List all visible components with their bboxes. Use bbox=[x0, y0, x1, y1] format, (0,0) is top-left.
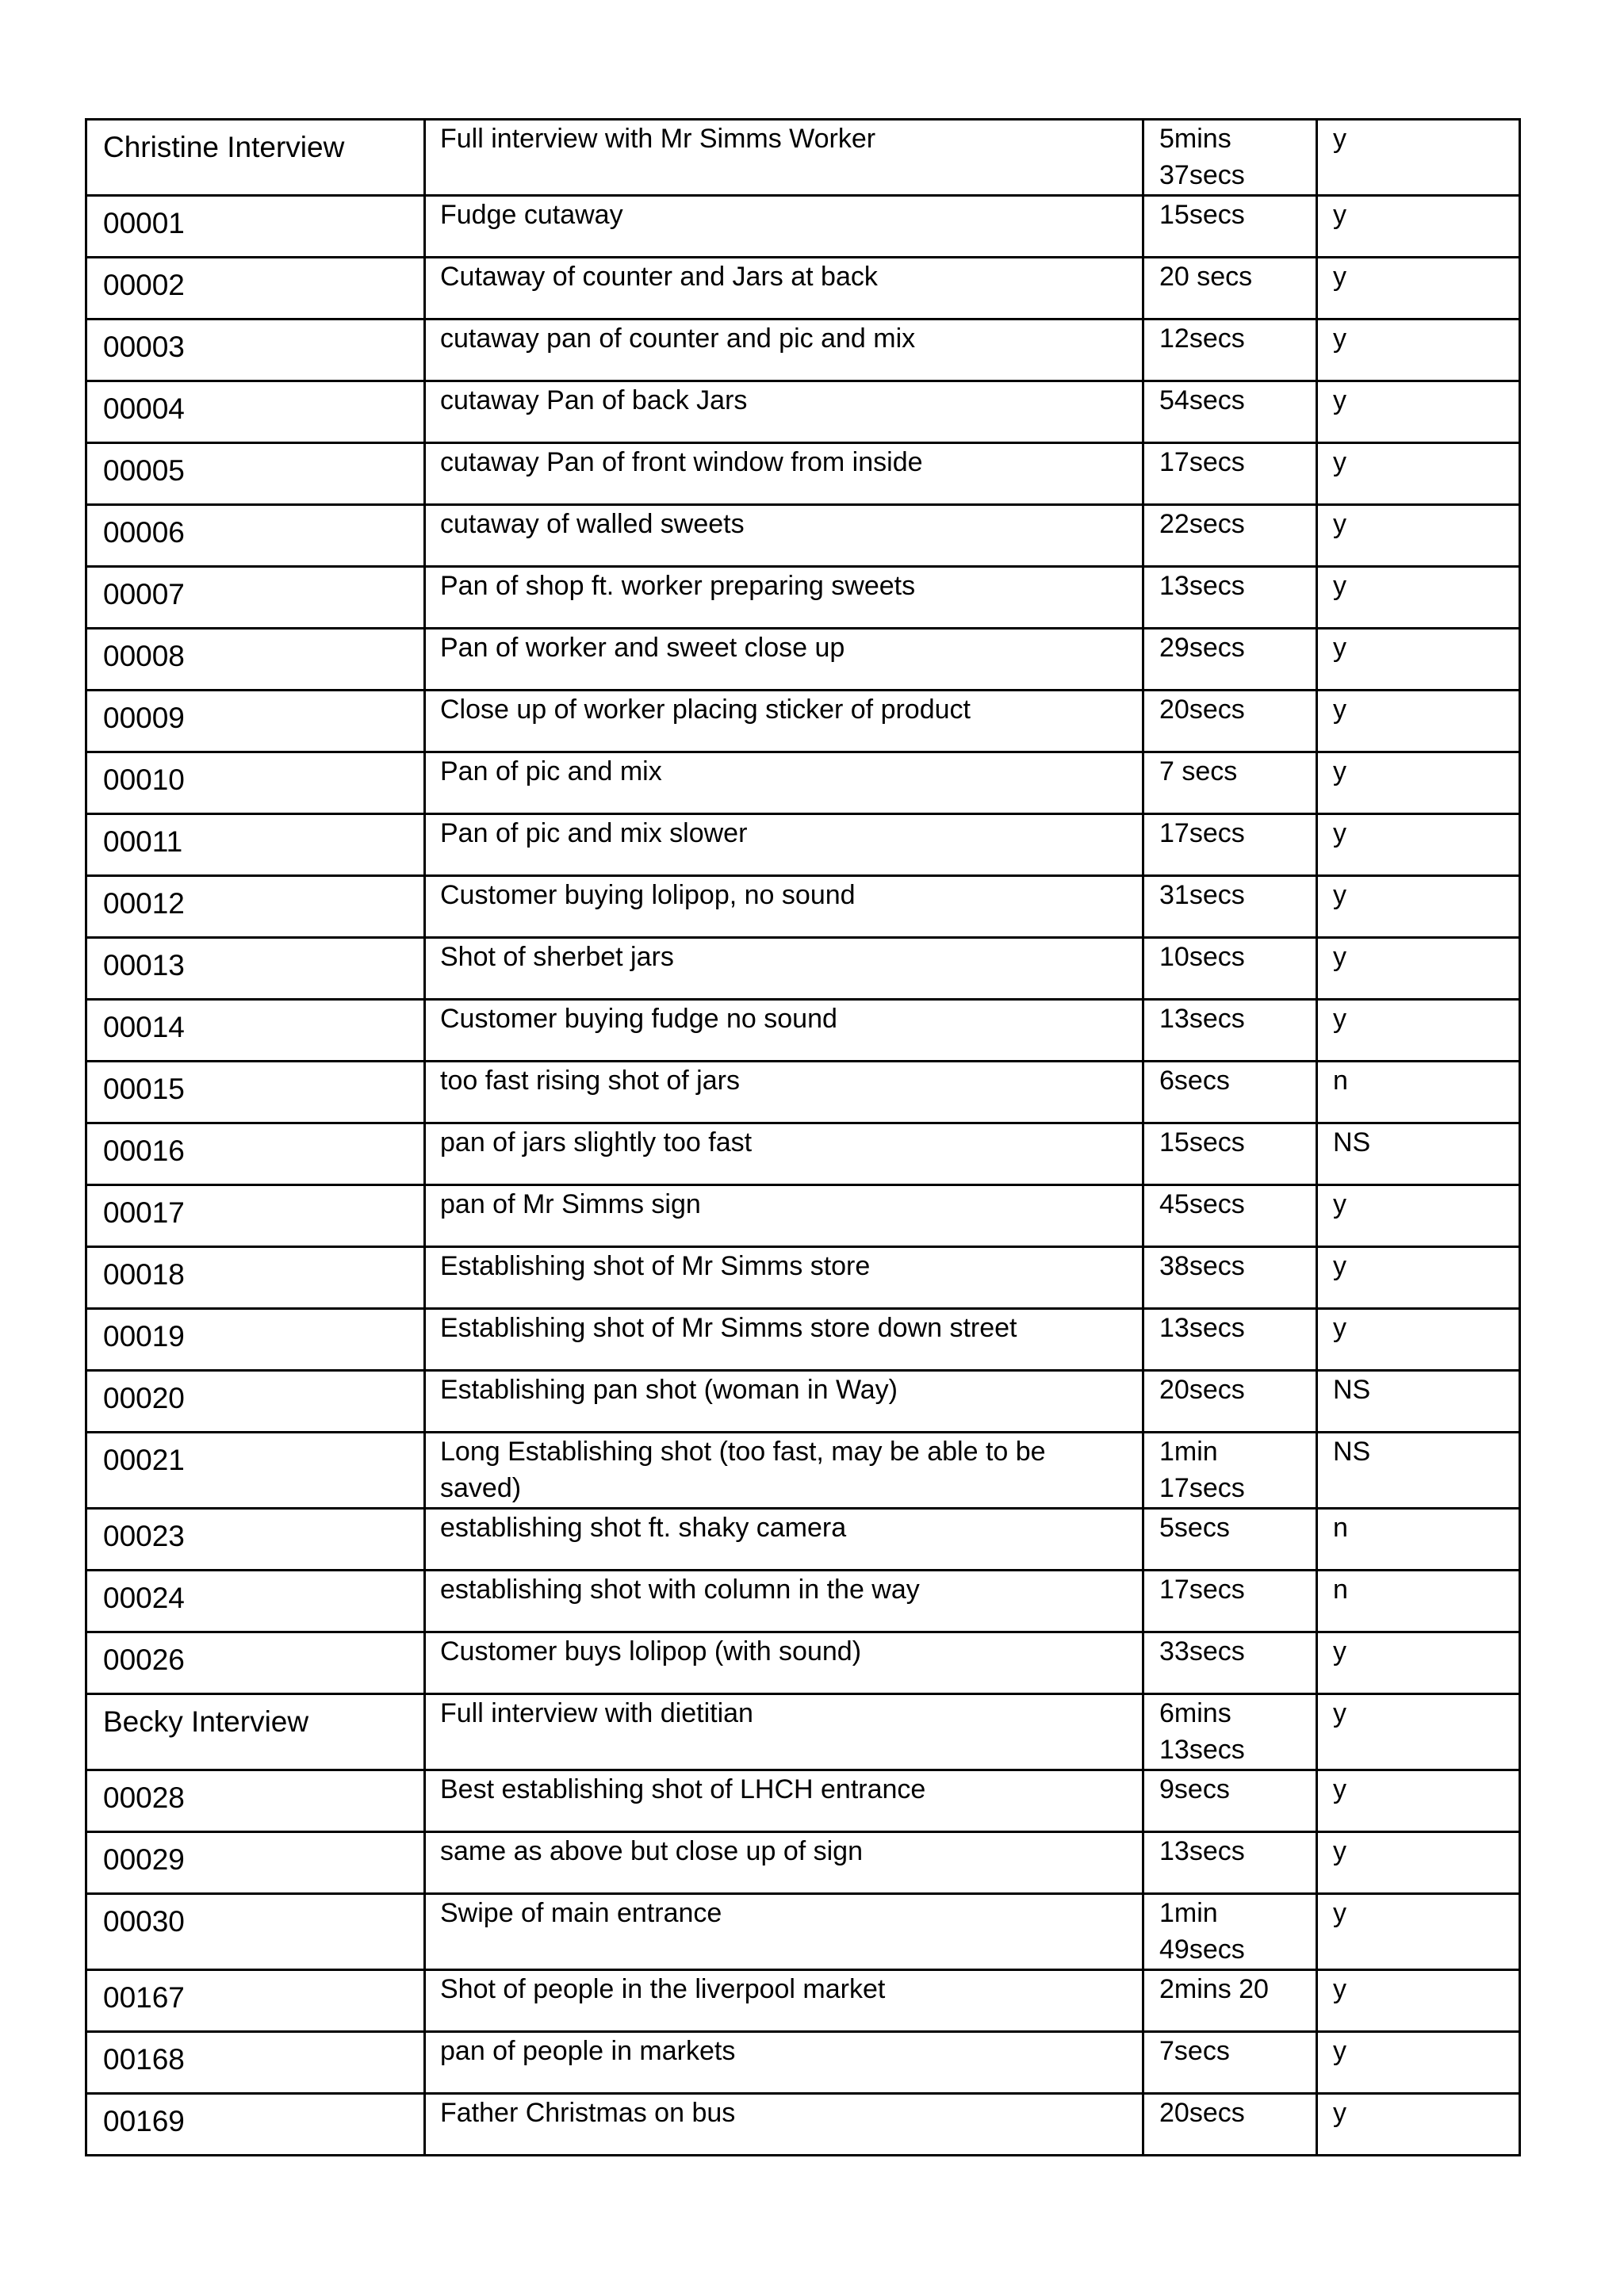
description-cell bbox=[425, 1509, 1143, 1571]
description-cell-text: Father Christmas on bus bbox=[440, 2098, 736, 2128]
clip-id-cell bbox=[86, 2094, 425, 2156]
duration-cell-text: 6mins 13secs bbox=[1159, 1698, 1245, 1765]
duration-cell bbox=[1143, 629, 1317, 691]
clip-id-cell bbox=[86, 1123, 425, 1185]
table-row bbox=[86, 938, 1520, 1000]
usable-cell bbox=[1317, 2094, 1520, 2156]
table-row bbox=[86, 1371, 1520, 1433]
clip-id-cell bbox=[86, 443, 425, 505]
usable-cell-text: y bbox=[1333, 1898, 1346, 1928]
duration-cell bbox=[1143, 505, 1317, 567]
description-cell bbox=[425, 567, 1143, 629]
clip-id-cell-text: 00010 bbox=[103, 763, 185, 796]
description-cell-text: Full interview with dietitian bbox=[440, 1698, 753, 1728]
usable-cell-text: y bbox=[1333, 1774, 1346, 1804]
description-cell bbox=[425, 381, 1143, 443]
description-cell-text: pan of people in markets bbox=[440, 2036, 736, 2066]
duration-cell bbox=[1143, 1694, 1317, 1770]
duration-cell bbox=[1143, 567, 1317, 629]
usable-cell-text: y bbox=[1333, 1004, 1346, 1034]
usable-cell bbox=[1317, 1894, 1520, 1970]
clip-id-cell bbox=[86, 752, 425, 814]
duration-cell bbox=[1143, 1123, 1317, 1185]
description-cell bbox=[425, 1433, 1143, 1509]
table-row bbox=[86, 1509, 1520, 1571]
description-cell bbox=[425, 1571, 1143, 1632]
table-row bbox=[86, 1000, 1520, 1062]
description-cell-text: Shot of people in the liverpool market bbox=[440, 1974, 886, 2004]
clip-id-cell bbox=[86, 2032, 425, 2094]
usable-cell-text: y bbox=[1333, 756, 1346, 786]
duration-cell bbox=[1143, 196, 1317, 258]
clip-id-cell-text: 00023 bbox=[103, 1520, 185, 1552]
duration-cell-text: 10secs bbox=[1159, 942, 1245, 972]
clip-id-cell-text: 00167 bbox=[103, 1981, 185, 2014]
usable-cell bbox=[1317, 1062, 1520, 1123]
duration-cell-text: 20secs bbox=[1159, 2098, 1245, 2128]
clip-id-cell bbox=[86, 1894, 425, 1970]
description-cell-text: establishing shot with column in the way bbox=[440, 1575, 920, 1605]
usable-cell bbox=[1317, 1832, 1520, 1894]
clip-id-cell bbox=[86, 1832, 425, 1894]
table-row bbox=[86, 2094, 1520, 2156]
description-cell bbox=[425, 505, 1143, 567]
duration-cell bbox=[1143, 752, 1317, 814]
table-row bbox=[86, 258, 1520, 320]
usable-cell bbox=[1317, 1433, 1520, 1509]
clip-id-cell bbox=[86, 814, 425, 876]
usable-cell bbox=[1317, 443, 1520, 505]
clip-id-cell bbox=[86, 1970, 425, 2032]
table-row bbox=[86, 1062, 1520, 1123]
description-cell bbox=[425, 1970, 1143, 2032]
usable-cell bbox=[1317, 1309, 1520, 1371]
table-row bbox=[86, 691, 1520, 752]
clip-id-cell bbox=[86, 1694, 425, 1770]
clip-id-cell-text: 00030 bbox=[103, 1905, 185, 1938]
table-row bbox=[86, 505, 1520, 567]
description-cell-text: Pan of shop ft. worker preparing sweets bbox=[440, 571, 916, 601]
clip-id-cell-text: 00007 bbox=[103, 578, 185, 610]
table-row bbox=[86, 320, 1520, 381]
duration-cell bbox=[1143, 1970, 1317, 2032]
duration-cell-text: 7secs bbox=[1159, 2036, 1230, 2066]
duration-cell-text: 15secs bbox=[1159, 200, 1245, 230]
description-cell-text: establishing shot ft. shaky camera bbox=[440, 1513, 847, 1543]
duration-cell bbox=[1143, 2032, 1317, 2094]
description-cell bbox=[425, 1371, 1143, 1433]
usable-cell-text: y bbox=[1333, 1313, 1346, 1343]
duration-cell bbox=[1143, 876, 1317, 938]
clip-id-cell bbox=[86, 1571, 425, 1632]
clip-id-cell-text: 00014 bbox=[103, 1011, 185, 1043]
description-cell bbox=[425, 752, 1143, 814]
clip-id-cell-text: 00005 bbox=[103, 454, 185, 487]
usable-cell bbox=[1317, 120, 1520, 196]
duration-cell-text: 7 secs bbox=[1159, 756, 1238, 786]
description-cell-text: Pan of pic and mix bbox=[440, 756, 662, 786]
usable-cell-text: n bbox=[1333, 1513, 1348, 1543]
table-row bbox=[86, 752, 1520, 814]
duration-cell bbox=[1143, 381, 1317, 443]
usable-cell bbox=[1317, 1509, 1520, 1571]
description-cell bbox=[425, 1185, 1143, 1247]
table-row bbox=[86, 2032, 1520, 2094]
table-row bbox=[86, 814, 1520, 876]
description-cell bbox=[425, 1832, 1143, 1894]
table-row bbox=[86, 1770, 1520, 1832]
clip-id-cell-text: 00020 bbox=[103, 1382, 185, 1414]
usable-cell-text: y bbox=[1333, 447, 1346, 477]
clip-id-cell-text: 00001 bbox=[103, 207, 185, 239]
table-row bbox=[86, 567, 1520, 629]
description-cell-text: Shot of sherbet jars bbox=[440, 942, 674, 972]
table-row bbox=[86, 1571, 1520, 1632]
description-cell-text: Customer buying fudge no sound bbox=[440, 1004, 837, 1034]
description-cell-text: cutaway Pan of back Jars bbox=[440, 385, 748, 415]
clip-id-cell-text: 00029 bbox=[103, 1843, 185, 1876]
usable-cell-text: y bbox=[1333, 1698, 1346, 1728]
duration-cell-text: 1min 17secs bbox=[1159, 1437, 1245, 1503]
description-cell-text: Full interview with Mr Simms Worker bbox=[440, 124, 876, 154]
usable-cell-text: NS bbox=[1333, 1375, 1371, 1405]
clip-id-cell-text: 00006 bbox=[103, 516, 185, 549]
duration-cell bbox=[1143, 1371, 1317, 1433]
usable-cell-text: NS bbox=[1333, 1437, 1371, 1467]
description-cell-text: Close up of worker placing sticker of product bbox=[440, 695, 971, 725]
description-cell bbox=[425, 120, 1143, 196]
usable-cell bbox=[1317, 1694, 1520, 1770]
clip-id-cell-text: 00012 bbox=[103, 887, 185, 920]
description-cell-text: pan of Mr Simms sign bbox=[440, 1189, 701, 1219]
clip-id-cell bbox=[86, 1433, 425, 1509]
usable-cell-text: y bbox=[1333, 124, 1346, 154]
duration-cell bbox=[1143, 814, 1317, 876]
table-row bbox=[86, 1123, 1520, 1185]
clip-id-cell bbox=[86, 320, 425, 381]
description-cell bbox=[425, 1123, 1143, 1185]
clip-id-cell bbox=[86, 1632, 425, 1694]
duration-cell-text: 20 secs bbox=[1159, 262, 1253, 292]
duration-cell-text: 12secs bbox=[1159, 323, 1245, 354]
clip-id-cell bbox=[86, 258, 425, 320]
description-cell-text: Customer buying lolipop, no sound bbox=[440, 880, 856, 910]
description-cell-text: Establishing pan shot (woman in Way) bbox=[440, 1375, 898, 1405]
table-row bbox=[86, 1247, 1520, 1309]
description-cell-text: too fast rising shot of jars bbox=[440, 1066, 740, 1096]
description-cell bbox=[425, 443, 1143, 505]
clip-id-cell bbox=[86, 938, 425, 1000]
clip-id-cell bbox=[86, 1247, 425, 1309]
clip-id-cell bbox=[86, 505, 425, 567]
duration-cell bbox=[1143, 1632, 1317, 1694]
duration-cell-text: 54secs bbox=[1159, 385, 1245, 415]
duration-cell bbox=[1143, 320, 1317, 381]
clip-id-cell bbox=[86, 567, 425, 629]
table-row bbox=[86, 120, 1520, 196]
description-cell bbox=[425, 1309, 1143, 1371]
clip-id-cell-text: 00004 bbox=[103, 392, 185, 425]
usable-cell bbox=[1317, 196, 1520, 258]
duration-cell-text: 31secs bbox=[1159, 880, 1245, 910]
duration-cell bbox=[1143, 1832, 1317, 1894]
clip-id-cell-text: 00168 bbox=[103, 2043, 185, 2076]
duration-cell-text: 20secs bbox=[1159, 1375, 1245, 1405]
usable-cell-text: y bbox=[1333, 880, 1346, 910]
duration-cell-text: 38secs bbox=[1159, 1251, 1245, 1281]
duration-cell bbox=[1143, 2094, 1317, 2156]
table-row bbox=[86, 1832, 1520, 1894]
clip-id-cell-text: 00028 bbox=[103, 1781, 185, 1814]
usable-cell-text: y bbox=[1333, 1836, 1346, 1866]
description-cell-text: Cutaway of counter and Jars at back bbox=[440, 262, 878, 292]
description-cell bbox=[425, 1894, 1143, 1970]
usable-cell-text: y bbox=[1333, 2036, 1346, 2066]
duration-cell bbox=[1143, 1185, 1317, 1247]
footage-log-table bbox=[85, 118, 1521, 2156]
usable-cell bbox=[1317, 629, 1520, 691]
clip-id-cell-text: 00011 bbox=[103, 825, 183, 858]
clip-id-cell-text: 00015 bbox=[103, 1073, 185, 1105]
usable-cell-text: y bbox=[1333, 200, 1346, 230]
usable-cell-text: y bbox=[1333, 385, 1346, 415]
description-cell-text: cutaway pan of counter and pic and mix bbox=[440, 323, 916, 354]
usable-cell bbox=[1317, 1371, 1520, 1433]
footage-log-body bbox=[86, 120, 1520, 2156]
description-cell bbox=[425, 876, 1143, 938]
duration-cell bbox=[1143, 258, 1317, 320]
description-cell bbox=[425, 1632, 1143, 1694]
clip-id-cell bbox=[86, 381, 425, 443]
description-cell bbox=[425, 1770, 1143, 1832]
duration-cell-text: 2mins 20 bbox=[1159, 1974, 1269, 2004]
table-row bbox=[86, 1309, 1520, 1371]
usable-cell-text: NS bbox=[1333, 1127, 1371, 1158]
usable-cell bbox=[1317, 938, 1520, 1000]
clip-id-cell-text: 00013 bbox=[103, 949, 185, 982]
description-cell bbox=[425, 258, 1143, 320]
duration-cell-text: 13secs bbox=[1159, 1004, 1245, 1034]
duration-cell-text: 17secs bbox=[1159, 818, 1245, 848]
clip-id-cell-text: 00003 bbox=[103, 331, 185, 363]
description-cell-text: Best establishing shot of LHCH entrance bbox=[440, 1774, 926, 1804]
usable-cell-text: y bbox=[1333, 1974, 1346, 2004]
table-row bbox=[86, 443, 1520, 505]
usable-cell bbox=[1317, 567, 1520, 629]
clip-id-cell bbox=[86, 1770, 425, 1832]
table-row bbox=[86, 1694, 1520, 1770]
clip-id-cell bbox=[86, 691, 425, 752]
description-cell bbox=[425, 2032, 1143, 2094]
duration-cell bbox=[1143, 1000, 1317, 1062]
clip-id-cell bbox=[86, 876, 425, 938]
clip-id-cell bbox=[86, 120, 425, 196]
clip-id-cell-text: 00017 bbox=[103, 1196, 185, 1229]
table-row bbox=[86, 1894, 1520, 1970]
clip-id-cell bbox=[86, 1309, 425, 1371]
duration-cell-text: 17secs bbox=[1159, 447, 1245, 477]
duration-cell-text: 1min 49secs bbox=[1159, 1898, 1245, 1965]
description-cell-text: Pan of worker and sweet close up bbox=[440, 633, 845, 663]
usable-cell bbox=[1317, 320, 1520, 381]
usable-cell-text: n bbox=[1333, 1575, 1348, 1605]
description-cell bbox=[425, 320, 1143, 381]
duration-cell bbox=[1143, 1571, 1317, 1632]
usable-cell bbox=[1317, 1770, 1520, 1832]
usable-cell-text: y bbox=[1333, 1251, 1346, 1281]
usable-cell-text: y bbox=[1333, 509, 1346, 539]
usable-cell bbox=[1317, 1632, 1520, 1694]
table-row bbox=[86, 1970, 1520, 2032]
duration-cell-text: 15secs bbox=[1159, 1127, 1245, 1158]
clip-id-cell-text: 00021 bbox=[103, 1444, 185, 1476]
description-cell-text: cutaway of walled sweets bbox=[440, 509, 745, 539]
usable-cell bbox=[1317, 814, 1520, 876]
clip-id-cell bbox=[86, 1185, 425, 1247]
description-cell-text: Long Establishing shot (too fast, may be able to be saved) bbox=[440, 1437, 1046, 1503]
duration-cell bbox=[1143, 938, 1317, 1000]
usable-cell-text: y bbox=[1333, 571, 1346, 601]
usable-cell bbox=[1317, 2032, 1520, 2094]
duration-cell-text: 5secs bbox=[1159, 1513, 1230, 1543]
duration-cell-text: 6secs bbox=[1159, 1066, 1230, 1096]
usable-cell bbox=[1317, 1185, 1520, 1247]
duration-cell-text: 33secs bbox=[1159, 1636, 1245, 1667]
description-cell-text: same as above but close up of sign bbox=[440, 1836, 863, 1866]
description-cell bbox=[425, 1000, 1143, 1062]
usable-cell-text: y bbox=[1333, 262, 1346, 292]
usable-cell bbox=[1317, 381, 1520, 443]
description-cell bbox=[425, 691, 1143, 752]
duration-cell-text: 9secs bbox=[1159, 1774, 1230, 1804]
clip-id-cell bbox=[86, 629, 425, 691]
duration-cell bbox=[1143, 1062, 1317, 1123]
table-row bbox=[86, 876, 1520, 938]
usable-cell-text: y bbox=[1333, 1189, 1346, 1219]
clip-id-cell bbox=[86, 1509, 425, 1571]
usable-cell-text: y bbox=[1333, 2098, 1346, 2128]
clip-id-cell-text: 00024 bbox=[103, 1582, 185, 1614]
description-cell-text: pan of jars slightly too fast bbox=[440, 1127, 753, 1158]
description-cell bbox=[425, 1694, 1143, 1770]
clip-id-cell-text: 00019 bbox=[103, 1320, 185, 1353]
usable-cell bbox=[1317, 258, 1520, 320]
duration-cell bbox=[1143, 1247, 1317, 1309]
description-cell-text: Establishing shot of Mr Simms store down street bbox=[440, 1313, 1017, 1343]
duration-cell bbox=[1143, 443, 1317, 505]
description-cell bbox=[425, 629, 1143, 691]
usable-cell bbox=[1317, 1123, 1520, 1185]
duration-cell-text: 20secs bbox=[1159, 695, 1245, 725]
clip-id-cell bbox=[86, 196, 425, 258]
description-cell-text: Establishing shot of Mr Simms store bbox=[440, 1251, 871, 1281]
table-row bbox=[86, 381, 1520, 443]
description-cell-text: Pan of pic and mix slower bbox=[440, 818, 748, 848]
table-row bbox=[86, 1433, 1520, 1509]
usable-cell-text: y bbox=[1333, 818, 1346, 848]
description-cell bbox=[425, 1247, 1143, 1309]
usable-cell bbox=[1317, 505, 1520, 567]
duration-cell bbox=[1143, 1309, 1317, 1371]
usable-cell bbox=[1317, 1970, 1520, 2032]
clip-id-cell bbox=[86, 1371, 425, 1433]
duration-cell bbox=[1143, 1509, 1317, 1571]
duration-cell bbox=[1143, 1770, 1317, 1832]
clip-id-cell-text: 00009 bbox=[103, 702, 185, 734]
duration-cell bbox=[1143, 120, 1317, 196]
duration-cell-text: 29secs bbox=[1159, 633, 1245, 663]
usable-cell bbox=[1317, 1571, 1520, 1632]
clip-id-cell bbox=[86, 1000, 425, 1062]
usable-cell-text: y bbox=[1333, 695, 1346, 725]
usable-cell bbox=[1317, 691, 1520, 752]
clip-id-cell-text: 00008 bbox=[103, 640, 185, 672]
table-row bbox=[86, 629, 1520, 691]
description-cell bbox=[425, 814, 1143, 876]
description-cell bbox=[425, 196, 1143, 258]
description-cell-text: Customer buys lolipop (with sound) bbox=[440, 1636, 862, 1667]
clip-id-cell-text: 00018 bbox=[103, 1258, 185, 1291]
description-cell-text: Swipe of main entrance bbox=[440, 1898, 722, 1928]
description-cell-text: Fudge cutaway bbox=[440, 200, 623, 230]
clip-id-cell-text: 00016 bbox=[103, 1135, 185, 1167]
clip-id-cell-text: Christine Interview bbox=[103, 131, 345, 163]
duration-cell-text: 5mins 37secs bbox=[1159, 124, 1245, 190]
clip-id-cell bbox=[86, 1062, 425, 1123]
usable-cell-text: y bbox=[1333, 633, 1346, 663]
description-cell bbox=[425, 938, 1143, 1000]
usable-cell-text: y bbox=[1333, 942, 1346, 972]
duration-cell-text: 13secs bbox=[1159, 571, 1245, 601]
clip-id-cell-text: Becky Interview bbox=[103, 1705, 309, 1738]
description-cell bbox=[425, 2094, 1143, 2156]
usable-cell bbox=[1317, 752, 1520, 814]
description-cell bbox=[425, 1062, 1143, 1123]
usable-cell bbox=[1317, 1000, 1520, 1062]
duration-cell-text: 13secs bbox=[1159, 1313, 1245, 1343]
table-row bbox=[86, 196, 1520, 258]
duration-cell-text: 45secs bbox=[1159, 1189, 1245, 1219]
clip-id-cell-text: 00002 bbox=[103, 269, 185, 301]
clip-id-cell-text: 00026 bbox=[103, 1644, 185, 1676]
table-row bbox=[86, 1632, 1520, 1694]
usable-cell bbox=[1317, 1247, 1520, 1309]
duration-cell-text: 13secs bbox=[1159, 1836, 1245, 1866]
duration-cell bbox=[1143, 1433, 1317, 1509]
duration-cell bbox=[1143, 691, 1317, 752]
description-cell-text: cutaway Pan of front window from inside bbox=[440, 447, 923, 477]
usable-cell-text: y bbox=[1333, 1636, 1346, 1667]
usable-cell-text: n bbox=[1333, 1066, 1348, 1096]
duration-cell-text: 17secs bbox=[1159, 1575, 1245, 1605]
table-row bbox=[86, 1185, 1520, 1247]
duration-cell bbox=[1143, 1894, 1317, 1970]
clip-id-cell-text: 00169 bbox=[103, 2105, 185, 2137]
duration-cell-text: 22secs bbox=[1159, 509, 1245, 539]
usable-cell-text: y bbox=[1333, 323, 1346, 354]
usable-cell bbox=[1317, 876, 1520, 938]
